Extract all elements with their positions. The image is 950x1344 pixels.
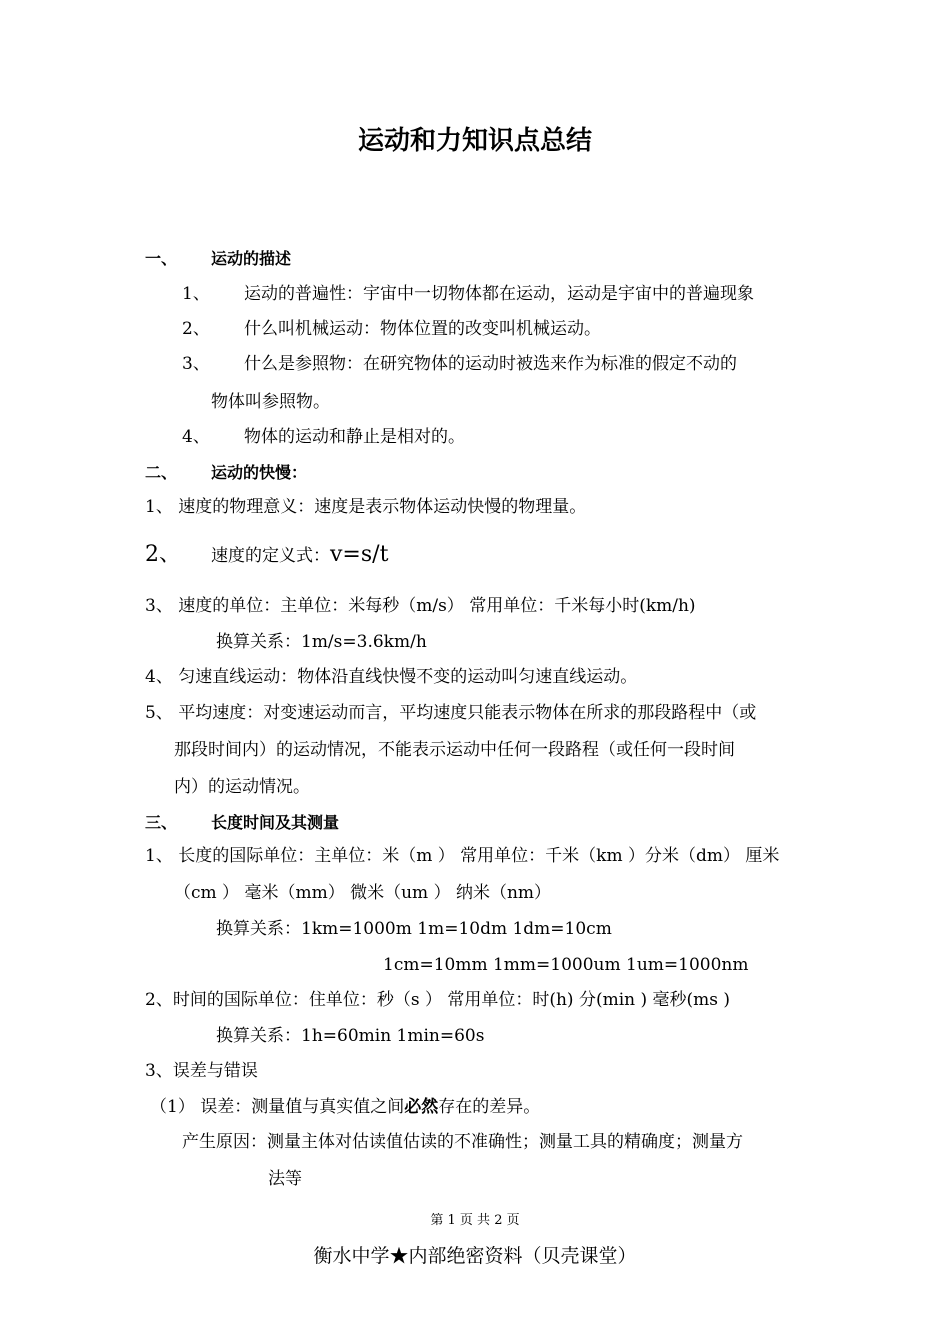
s2-item-4: 4、 匀速直线运动：物体沿直线快慢不变的运动叫匀速直线运动。 [145,667,638,687]
s2-item-1: 1、 速度的物理意义：速度是表示物体运动快慢的物理量。 [145,497,587,517]
s3-item-1-conversion-2: 1cm=10mm 1mm=1000um 1um=1000nm [383,955,749,975]
s2-item-5-line-3: 内）的运动情况。 [174,777,310,797]
section-2-heading: 运动的快慢： [211,463,308,482]
s3-item-2: 2、时间的国际单位：住单位：秒（s ） 常用单位：时(h) 分(min ) 毫秒(ms ) [145,990,731,1010]
s1-item-2-number: 2、 [182,319,210,339]
page-title: 运动和力知识点总结 [357,126,592,156]
s1-item-3-text: 什么是参照物：在研究物体的运动时被选来作为标准的假定不动的 [244,354,737,374]
section-3-number: 三、 [145,813,178,832]
s3-item-1-line-1: 1、 长度的国际单位：主单位：米（m ） 常用单位：千米（km ）分米（dm） 厘米 [145,846,780,866]
s1-item-3-continuation: 物体叫参照物。 [211,392,330,412]
section-1-heading: 运动的描述 [211,249,292,268]
s2-item-3-conversion: 换算关系：1m/s=3.6km/h [216,632,427,652]
s1-item-2-text: 什么叫机械运动：物体位置的改变叫机械运动。 [244,319,601,339]
s2-item-2 [211,541,388,570]
s3-item-2-conversion: 换算关系：1h=60min 1min=60s [216,1026,485,1046]
section-2-number: 二、 [145,463,178,482]
s1-item-4-text: 物体的运动和静止是相对的。 [244,427,465,447]
s3-item-1-conversion-1: 换算关系：1km=1000m 1m=10dm 1dm=10cm [216,919,612,939]
s3-item-3: 3、误差与错误 [145,1061,258,1081]
s3-item-3-1 [150,1096,540,1118]
s1-item-1-text: 运动的普遍性：宇宙中一切物体都在运动，运动是宇宙中的普遍现象 [244,284,754,304]
section-3-heading: 长度时间及其测量 [211,813,340,832]
speed-formula: v=s/t [330,542,389,567]
section-1-number: 一、 [145,249,178,268]
footer-brand: 衡水中学★内部绝密资料（贝壳课堂） [313,1245,637,1267]
s1-item-1-number: 1、 [182,284,210,304]
s3-item-1-line-2: （cm ） 毫米（mm） 微米（um ） 纳米（nm） [174,883,552,903]
s2-item-3: 3、 速度的单位：主单位：米每秒（m/s） 常用单位：千米每小时(km/h) [145,596,696,616]
s3-item-3-1-pre: （1） 误差：测量值与真实值之间 [150,1097,405,1117]
cause-line-2: 法等 [268,1169,302,1189]
s1-item-4-number: 4、 [182,427,210,447]
s2-item-5-line-2: 那段时间内）的运动情况，不能表示运动中任何一段路程（或任何一段时间 [174,740,735,760]
cause-line-1: 产生原因：测量主体对估读值估读的不准确性；测量工具的精确度；测量方 [182,1132,743,1152]
s2-item-2-label: 速度的定义式： [211,546,330,566]
s2-item-2-number: 2、 [145,542,181,567]
s3-item-3-1-emphasis: 必然 [404,1097,439,1117]
s1-item-3-number: 3、 [182,354,210,374]
s3-item-3-1-post: 存在的差异。 [438,1097,541,1117]
s2-item-5-line-1: 5、 平均速度：对变速运动而言，平均速度只能表示物体在所求的那段路程中（或 [145,703,757,723]
page-number: 第 1 页 共 2 页 [430,1213,520,1228]
